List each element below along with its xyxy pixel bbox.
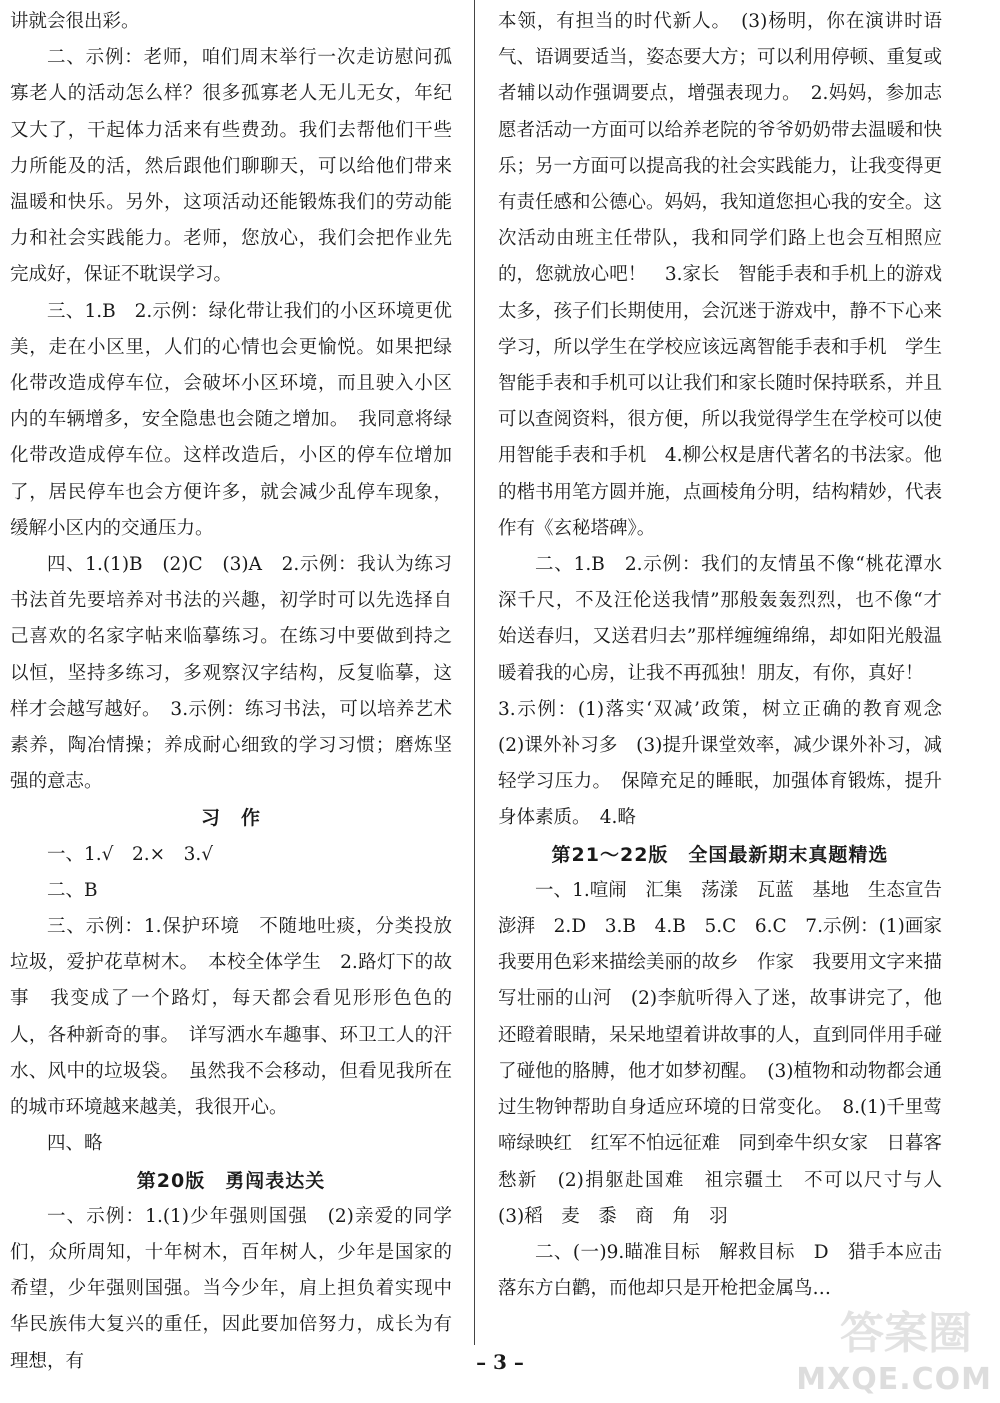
watermark-domain: MXQE.COM (796, 1362, 992, 1397)
answer-paragraph: 四、略 (47, 1133, 103, 1155)
section-heading: 第20版 勇闯表达关 (136, 1169, 326, 1192)
answer-paragraph: 二、示例：老师，咱们周末举行一次走访慰问孤寡老人的活动怎么样？很多孤寡老人无儿无女，年纪又大了，干起体力活来有些费劲。我们去帮他们干些力所能及的活，然后跟他们聊聊天，可以给他们带来温暖和快乐。另外，这项活动还能锻炼我们的劳动能力和社会实践能力。老师，您放心，我们会把作业先完成好，保证不耽误学习。 (10, 47, 452, 286)
answer-paragraph: 四、1.(1)B (2)C (3)A 2.示例：我认为练习书法首先要培养对书法的兴趣，初学时可以先选择自己喜欢的名家字帖来临摹练习。在练习中要做到持之以恒，坚持多练习，多观察汉字结构，反复临摹，这样才会越写越好。 3.示例：练习书法，可以培养艺术素养，陶冶情操；养成耐心细致的学习习惯；磨炼坚强的意志。 (10, 554, 452, 793)
answer-paragraph: 一、1.√ 2.× 3.√ (47, 843, 214, 865)
answer-paragraph: 三、示例：1.保护环境 不随地吐痰，分类投放垃圾，爱护花草树木。 本校全体学生 2.路灯下的故事 我变成了一个路灯，每天都会看见形形色色的人，各种新奇的事。 详写洒水车趣事、环卫工人的汗水、风中的垃圾袋。 虽然我不会移动，但看见我所在的城市环境越来越美，我很开心。 (10, 916, 452, 1119)
watermark (762, 1297, 992, 1397)
answer-paragraph: 讲就会很出彩。 (10, 11, 140, 32)
answer-paragraph: 一、1.喧闹 汇集 荡漾 瓦蓝 基地 生态宣告 澎湃 2.D 3.B 4.B 5.C 6.C 7.示例：(1)画家 我要用色彩来描绘美丽的故乡 作家 我要用文字来描写壮丽的山河 (2)李航听得入了迷，故事讲完了，他还瞪着眼睛，呆呆地望着讲故事的人，直到同伴用手碰了碰他的胳膊，他才如梦初醒。 (3)植物和动物都会通过生物钟帮助自身适应环境的日常变化。 8.(1)千里莺啼绿映红 红军不怕远征难 同到牵牛织女家 日暮客愁新 (2)捐躯赴国难 祖宗疆土 不可以尺寸与人 (3)稻 麦 黍 商 角 羽 (498, 879, 961, 1227)
answer-paragraph: 二、B (47, 879, 98, 901)
watermark-logo: 答案圈 (840, 1308, 972, 1359)
answer-paragraph: 三、1.B 2.示例：绿化带让我们的小区环境更优美，走在小区里，人们的心情也会更愉悦。如果把绿化带改造成停车位，会破坏小区环境，而且驶入小区内的车辆增多，安全隐患也会随之增加。 我同意将绿化带改造成停车位。这样改造后，小区的停车位增加了，居民停车也会方便许多，就会减少乱停车现象，缓解小区内的交通压力。 (10, 300, 452, 539)
answer-paragraph: 本领，有担当的时代新人。 (3)杨明，你在演讲时语气、语调要适当，姿态要大方；可以利用停顿、重复或者辅以动作强调要点，增强表现力。 2.妈妈，参加志愿者活动一方面可以给养老院的爷爷奶奶带去温暖和快乐；另一方面可以提高我的社会实践能力，让我变得更有责任感和公德心。妈妈，我知道您担心我的安全。这次活动由班主任带队，我和同学们路上也会互相照应的，您就放心吧！ 3.家长 智能手表和手机上的游戏太多，孩子们长期使用，会沉迷于游戏中，静不下心来学习，所以学生在学校应该远离智能手表和手机 学生 智能手表和手机可以让我们和家长随时保持联系，并且可以查阅资料，很方便，所以我觉得学生在学校可以使用智能手表和手机 4.柳公权是唐代著名的书法家。他的楷书用笔方圆并施，点画棱角分明，结构精妙，代表作有《玄秘塔碑》。 (498, 11, 961, 539)
right-column (498, 4, 961, 1307)
column-divider (474, 0, 475, 1345)
section-heading: 第21～22版 全国最新期末真题精选 (551, 843, 889, 866)
answer-paragraph: 3.示例：(1)落实‘双减’政策，树立正确的教育观念 (2)课外补习多 (3)提升课堂效率，减少课外补习，减轻学习压力。 保障充足的睡眠，加强体育锻炼，提升身体素质。 4.略 (498, 698, 961, 829)
answer-paragraph: 二、(一)9.瞄准目标 解救目标 D 猎手本应击落东方白鹳，而他却只是开枪把金属鸟… (498, 1241, 942, 1300)
answer-paragraph: 一、示例：1.(1)少年强则国强 (2)亲爱的同学们，众所周知，十年树木，百年树人，少年是国家的希望，少年强则国强。当今少年，肩上担负着实现中华民族伟大复兴的重任，因此要加倍努力，成长为有理想，有 (10, 1205, 452, 1372)
answer-paragraph: 二、1.B 2.示例：我们的友情虽不像“桃花潭水深千尺，不及汪伦送我情”那般轰轰烈烈，也不像“才始送春归，又送君归去”那样缠缠绵绵，却如阳光般温暖着我的心房，让我不再孤独！朋友，有你，真好！ (498, 554, 942, 684)
page-number: – 3 – (476, 1350, 524, 1374)
section-heading: 习 作 (200, 807, 261, 830)
left-column (10, 4, 452, 1380)
